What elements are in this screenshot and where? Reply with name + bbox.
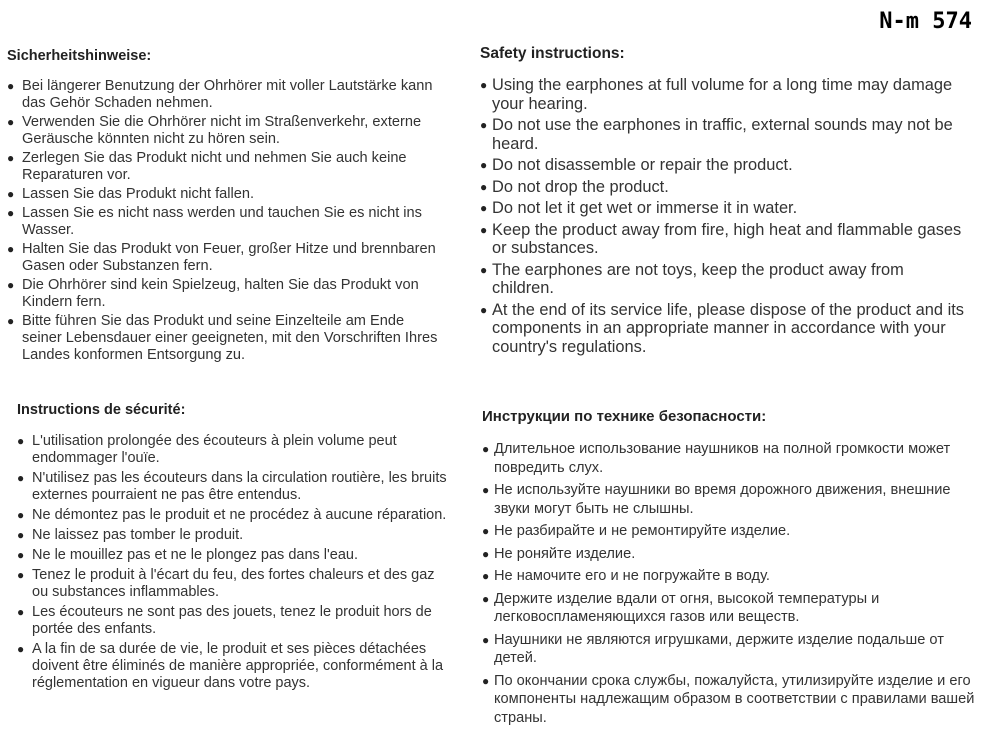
bullet-icon: ●	[482, 524, 490, 538]
bullet-icon: ●	[7, 278, 15, 292]
bullet-icon: ●	[482, 483, 490, 497]
list-item: ● Ne laissez pas tomber le produit.	[17, 527, 244, 543]
section-english-safety	[480, 45, 970, 359]
instruction-list	[7, 78, 447, 364]
bullet-icon: ●	[480, 302, 488, 317]
bullet-icon: ●	[7, 206, 15, 220]
section-heading: Sicherheitshinweise:	[7, 48, 152, 64]
list-item: ● Ne démontez pas le produit et ne procédez à aucune réparation.	[17, 507, 447, 523]
list-item: ● The earphones are not toys, keep the product away from children.	[480, 260, 904, 297]
section-heading: Инструкции по технике безопасности:	[482, 408, 767, 425]
list-item: ● Les écouteurs ne sont pas des jouets, tenez le produit hors de portée des enfants.	[17, 604, 432, 637]
bullet-icon: ●	[17, 471, 25, 485]
list-item: ● Tenez le produit à l'écart du feu, des fortes chaleurs et des gaz ou substances inflammables.	[17, 567, 435, 600]
bullet-icon: ●	[480, 118, 488, 132]
list-item: ● Do not disassemble or repair the product.	[480, 156, 793, 174]
bullet-icon: ●	[7, 79, 15, 93]
bullet-icon: ●	[480, 262, 488, 277]
bullet-icon: ●	[17, 605, 25, 619]
list-item: ● Do not use the earphones in traffic, external sounds may not be heard.	[480, 116, 953, 153]
bullet-icon: ●	[482, 673, 490, 688]
list-item: ● Наушники не являются игрушками, держите изделие подальше от детей.	[482, 631, 944, 666]
list-item: ● Не намочите его и не погружайте в воду.	[482, 568, 770, 584]
bullet-icon: ●	[17, 568, 25, 582]
list-item: ● Не разбирайте и не ремонтируйте изделие.	[482, 523, 791, 539]
list-item: ● Zerlegen Sie das Produkt nicht und nehmen Sie auch keine Reparaturen vor.	[7, 150, 407, 183]
list-item: ● По окончании срока службы, пожалуйста, утилизируйте изделие и его компоненты надлежащим образом в соответствии с правилами вашей страны.	[482, 672, 975, 726]
list-item: ● Длительное использование наушников на полной громкости может повредить слух.	[482, 441, 951, 476]
list-item: ● Bei längerer Benutzung der Ohrhörer mit voller Lautstärke kann das Gehör Schaden nehmen.	[7, 78, 433, 111]
bullet-icon: ●	[480, 179, 488, 194]
section-heading: Instructions de sécurité:	[17, 402, 186, 418]
section-russian-safety	[482, 408, 982, 731]
section-french-safety	[17, 402, 447, 695]
list-item: ● A la fin de sa durée de vie, le produit et ses pièces détachées doivent être éliminés de manière appropriée, conformément à la réglementation en vigueur dans votre pays.	[17, 641, 444, 691]
list-item: ● Do not let it get wet or immerse it in water.	[480, 199, 798, 217]
list-item: ● Не используйте наушники во время дорожного движения, внешние звуки могут быть не слышны.	[482, 482, 951, 517]
bullet-icon: ●	[7, 242, 15, 256]
bullet-icon: ●	[480, 222, 488, 237]
bullet-icon: ●	[480, 201, 488, 215]
bullet-icon: ●	[17, 528, 25, 542]
section-german-safety	[7, 48, 447, 366]
instruction-list	[480, 76, 970, 356]
list-item: ● Lassen Sie es nicht nass werden und tauchen Sie es nicht ins Wasser.	[7, 205, 422, 238]
bullet-icon: ●	[480, 78, 488, 92]
list-item: ● Halten Sie das Produkt von Feuer, großer Hitze und brennbaren Gasen oder Substanzen fern.	[7, 241, 436, 274]
bullet-icon: ●	[482, 546, 490, 561]
bullet-icon: ●	[7, 314, 15, 328]
list-item: ● Ne le mouillez pas et ne le plongez pas dans l'eau.	[17, 547, 359, 563]
bullet-icon: ●	[17, 508, 25, 522]
list-item: ● Bitte führen Sie das Produkt und seine Einzelteile am Ende seiner Lebensdauer einer geeigneten, mit den Vorschriften Ihres Landes konformen Entsorgung zu.	[7, 313, 438, 363]
bullet-icon: ●	[17, 548, 25, 562]
list-item: ● Keep the product away from fire, high heat and flammable gases or substances.	[480, 220, 962, 257]
list-item: ● L'utilisation prolongée des écouteurs à plein volume peut endommager l'ouïe.	[17, 433, 397, 466]
bullet-icon: ●	[480, 158, 488, 172]
bullet-icon: ●	[482, 569, 490, 583]
list-item: ● At the end of its service life, please dispose of the product and its components in an appropriate manner in accordance with your country's regulations.	[480, 300, 964, 356]
instruction-list	[17, 433, 447, 692]
bullet-icon: ●	[7, 187, 15, 201]
list-item: ● Die Ohrhörer sind kein Spielzeug, halten Sie das Produkt von Kindern fern.	[7, 277, 419, 310]
list-item: ● Using the earphones at full volume for a long time may damage your hearing.	[480, 76, 953, 113]
list-item: ● Verwenden Sie die Ohrhörer nicht im Straßenverkehr, externe Geräusche könnten nicht zu hören sein.	[7, 114, 422, 147]
instruction-list	[482, 440, 982, 727]
list-item: ● Не роняйте изделие.	[482, 545, 636, 562]
bullet-icon: ●	[7, 151, 15, 165]
list-item: ● Lassen Sie das Produkt nicht fallen.	[7, 186, 255, 202]
bullet-icon: ●	[17, 642, 25, 656]
bullet-icon: ●	[7, 115, 15, 129]
list-item: ● Do not drop the product.	[480, 177, 669, 196]
bullet-icon: ●	[482, 442, 490, 456]
bullet-icon: ●	[482, 632, 490, 647]
bullet-icon: ●	[482, 591, 490, 606]
bullet-icon: ●	[17, 434, 25, 448]
document-code: N-m 574	[879, 9, 972, 34]
list-item: ● N'utilisez pas les écouteurs dans la circulation routière, les bruits externes pourraient ne pas être entendus.	[17, 470, 447, 503]
section-heading: Safety instructions:	[480, 45, 625, 62]
list-item: ● Держите изделие вдали от огня, высокой температуры и легковоспламеняющихся газов или веществ.	[482, 590, 880, 625]
